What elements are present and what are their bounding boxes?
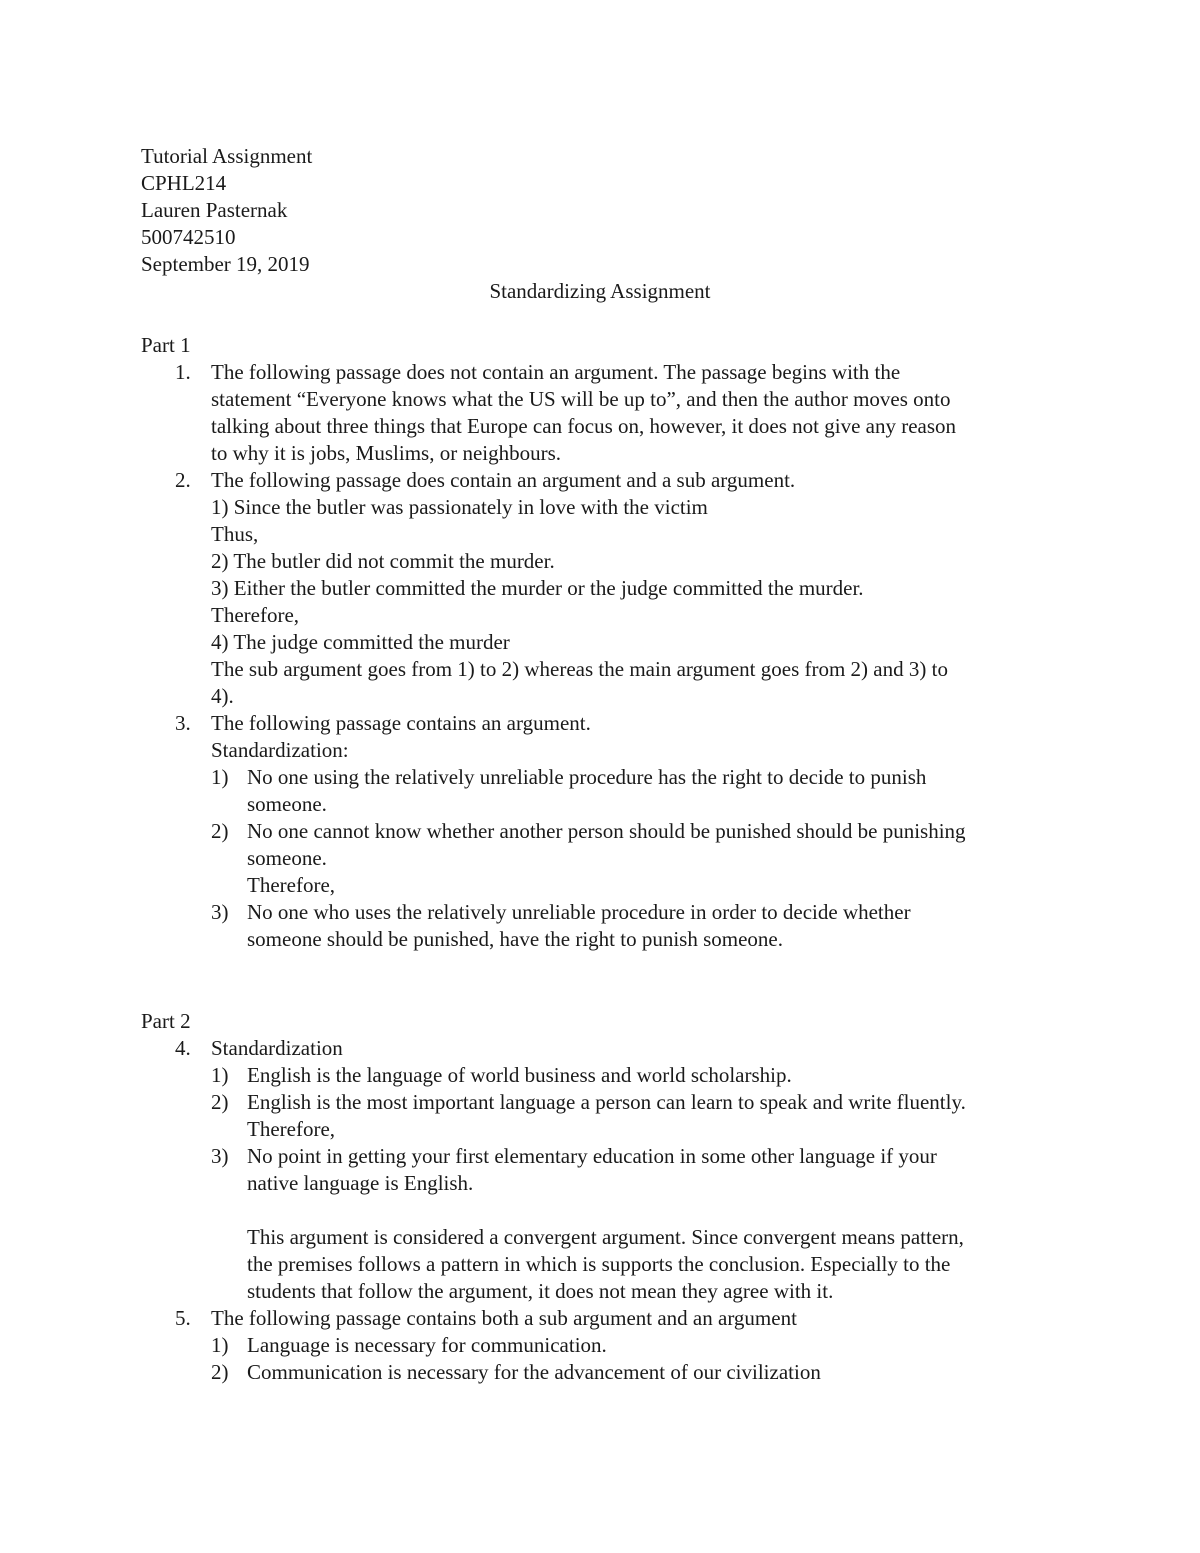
q4-line: Standardization <box>211 1036 343 1060</box>
assignment-type: Tutorial Assignment <box>141 144 313 168</box>
q3-item-number: 3) <box>211 900 229 924</box>
q4-number: 4. <box>175 1036 191 1060</box>
author-name: Lauren Pasternak <box>141 198 288 222</box>
q5-number: 5. <box>175 1306 191 1330</box>
q4-paragraph-line: the premises follows a pattern in which is supports the conclusion. Especially to the <box>247 1252 951 1276</box>
q3-item-line: someone should be punished, have the right to punish someone. <box>247 927 784 951</box>
q2-line: 1) Since the butler was passionately in love with the victim <box>211 495 708 519</box>
q4-item-line: Therefore, <box>247 1117 336 1141</box>
q1-line: The following passage does not contain an argument. The passage begins with the <box>211 360 901 384</box>
q4-paragraph-line: students that follow the argument, it does not mean they agree with it. <box>247 1279 834 1303</box>
part2-heading: Part 2 <box>141 1009 191 1033</box>
q1-line: talking about three things that Europe can focus on, however, it does not give any reason <box>211 414 957 438</box>
q4-item-line: English is the language of world business and world scholarship. <box>247 1063 792 1087</box>
q4-paragraph-line: This argument is considered a convergent argument. Since convergent means pattern, <box>247 1225 964 1249</box>
q4-item-number: 2) <box>211 1090 229 1114</box>
q3-item-line: Therefore, <box>247 873 336 897</box>
q3-item-line: No one cannot know whether another person should be punished should be punishing <box>247 819 966 843</box>
document-title: Standardizing Assignment <box>489 279 711 303</box>
q3-item-line: someone. <box>247 846 327 870</box>
part1-heading: Part 1 <box>141 333 191 357</box>
course-code: CPHL214 <box>141 171 227 195</box>
q5-item-line: Language is necessary for communication. <box>247 1333 607 1357</box>
q1-number: 1. <box>175 360 191 384</box>
q4-item-number: 3) <box>211 1144 229 1168</box>
q1-line: to why it is jobs, Muslims, or neighbours. <box>211 441 562 465</box>
q4-item-line: native language is English. <box>247 1171 474 1195</box>
q4-item-number: 1) <box>211 1063 229 1087</box>
q2-line: The following passage does contain an argument and a sub argument. <box>211 468 796 492</box>
q5-item-line: Communication is necessary for the advancement of our civilization <box>247 1360 821 1384</box>
q2-number: 2. <box>175 468 191 492</box>
q3-item-line: someone. <box>247 792 327 816</box>
q4-item-line: No point in getting your first elementary education in some other language if your <box>247 1144 937 1168</box>
q2-line: 4). <box>211 684 234 708</box>
q2-line: 4) The judge committed the murder <box>211 630 510 654</box>
q2-line: Therefore, <box>211 603 300 627</box>
q2-line: The sub argument goes from 1) to 2) whereas the main argument goes from 2) and 3) to <box>211 657 948 681</box>
q3-item-number: 2) <box>211 819 229 843</box>
q5-line: The following passage contains both a sub argument and an argument <box>211 1306 797 1330</box>
student-number: 500742510 <box>141 225 236 249</box>
q2-line: 3) Either the butler committed the murder or the judge committed the murder. <box>211 576 864 600</box>
q5-item-number: 2) <box>211 1360 229 1384</box>
q3-item-number: 1) <box>211 765 229 789</box>
q1-line: statement “Everyone knows what the US will be up to”, and then the author moves onto <box>211 387 951 411</box>
q3-number: 3. <box>175 711 191 735</box>
q3-item-line: No one who uses the relatively unreliable procedure in order to decide whether <box>247 900 911 924</box>
q2-line: 2) The butler did not commit the murder. <box>211 549 555 573</box>
q3-line: The following passage contains an argument. <box>211 711 591 735</box>
q2-line: Thus, <box>211 522 259 546</box>
date: September 19, 2019 <box>141 252 310 276</box>
q3-line: Standardization: <box>211 738 349 762</box>
q3-item-line: No one using the relatively unreliable procedure has the right to decide to punish <box>247 765 927 789</box>
q4-item-line: English is the most important language a person can learn to speak and write fluently. <box>247 1090 966 1114</box>
q5-item-number: 1) <box>211 1333 229 1357</box>
